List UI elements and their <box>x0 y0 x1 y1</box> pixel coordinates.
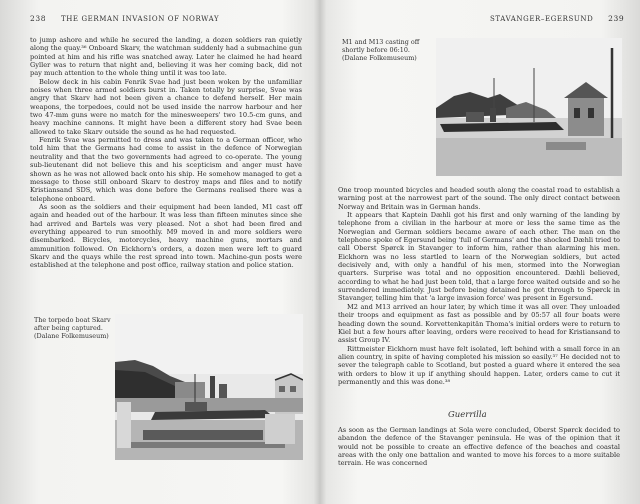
paragraph: It appears that Kaptein Dæhli got his first and only warning of the landing by telephone from a civilian in the harbour at more or less the same time as the Norwegian and German soldiers became aware of each other. The man on the telephone spoke of Egersund being 'full of Germans' and the shocked Dæhli tried to call Oberst Spørck in Stavanger to inform him, rather than alarming his men. Eickhorn was no less startled to learn of the Norwegian soldiers, but acted decisively and, with only a handful of his men, stormed into the Norwegian quarters. Surprise was total and no opposition encountered. Dæhli believed, according to what he had just been told, that a large force waited outside and so he surrendered immediately. Just before being detained he got through to Spørck in Stavanger, telling him that 'a large invasion force' was present in Egersund. <box>338 211 620 303</box>
paragraph: M2 and M13 arrived an hour later, by which time it was all over. They unloaded their troops and equipment as fast as possible and by 05:57 all four boats were heading down the sound. Korvettenkapitän Thoma's initial orders were to return to Kiel but a few hours after leaving, orders were received to head for Kristiansand to assist Group IV. <box>338 302 620 345</box>
paragraph: As soon as the soldiers and their equipment had been landed, M1 cast off again and headed out of the harbour. It was less than fifteen minutes since she had arrived and Bartels was very pleased. Not a shot had been fired and everything appeared to run smoothly. M9 moved in and more soldiers were disembarked. Bicycles, motorcycles, heavy machine guns, mortars and ammunition followed. On Eickhorn's orders, a dozen men were left to guard Skarv and the quays while the rest spread into town. Machine-gun posts were established at the telephone and post office, railway station and police station. <box>30 202 302 270</box>
photo-caption-left <box>34 316 112 340</box>
photo-minesweepers-casting-off <box>436 38 622 176</box>
right-section-text <box>338 426 620 468</box>
caption-line: shortly before 06:10. <box>342 46 410 54</box>
photo-caption-right <box>342 38 432 62</box>
paragraph: to jump ashore and while he secured the landing, a dozen soldiers ran quietly along the quay.³⁶ Onboard Skarv, the watchman suddenly had a submachine gun pointed at him and his rifle was snatched away. Later he claimed he had heard Gyller was to return that night and, believing it was her coming back, did not pay much attention to the whole thing until it was too late. <box>30 36 302 78</box>
paragraph: As soon as the German landings at Sola were concluded, Oberst Spørck decided to abandon the defence of the Stavanger peninsula. He was of the opinion that it would not be possible to create an effective defence of the beaches and coastal areas with the only one battalion and wanted to move his forces to a more suitable terrain. He was concerned <box>338 426 620 468</box>
caption-line: (Dalane Folkemuseum) <box>34 332 109 340</box>
photo-skarv-captured <box>115 314 303 460</box>
left-body-text <box>30 36 302 270</box>
paragraph: Fenrik Svae was permitted to dress and was taken to a German officer, who told him that the Germans had come to assist in the defence of Norwegian neutrality and that the two governments had agreed to co-operate. The young sub-lieutenant did not believe this and his scepticism and anger must have shown as he was not allowed back onto his ship. He somehow managed to get a message to those still onboard Skarv to destroy maps and files and to notify Kristiansand SDS, which was done before the Germans realised there was a telephone onboard. <box>30 136 302 203</box>
paragraph: Below deck in his cabin Fenrik Svae had just been woken by the unfamiliar noises when three armed soldiers burst in. Taken totally by surprise, Svae was angry that Skarv had not been given a chance to defend herself. Her main weapons, the torpedoes, could not be used inside the narrow harbour and her two 47-mm guns were no match for the minesweepers' two 10.5-cm guns, and heavy machine cannons. It might have been a different story had Svae been allowed to take Skarv outside the sound as he had requested. <box>30 77 302 136</box>
running-header-right <box>490 14 624 23</box>
page-number-right: 239 <box>608 14 625 23</box>
caption-line: after being captured. <box>34 324 103 332</box>
running-header-left <box>30 14 219 23</box>
caption-line: M1 and M13 casting off <box>342 38 420 46</box>
paragraph: One troop mounted bicycles and headed south along the coastal road to establish a warning post at the narrowest part of the sound. The only direct contact between Norway and Britain was in German hands. <box>338 186 620 211</box>
section-heading: Guerrilla <box>448 410 487 420</box>
running-title-right: STAVANGER–EGERSUND <box>490 15 594 23</box>
caption-line: The torpedo boat Skarv <box>34 316 111 324</box>
page-number-left: 238 <box>30 14 47 23</box>
right-body-text <box>338 186 620 386</box>
caption-line: (Dalane Folkemuseum) <box>342 54 417 62</box>
running-title-left: THE GERMAN INVASION OF NORWAY <box>60 15 220 23</box>
right-page <box>320 0 640 504</box>
paragraph: Rittmeister Eickhorn must have felt isolated, left behind with a small force in an alien country, in spite of having completed his mission so easily.³⁷ He decided not to sever the telegraph cable to Scotland, but posted a guard where it entered the sea with orders to blow it up if anything should happen. Later, orders came to cut it permanently and this was done.³⁸ <box>338 344 620 386</box>
